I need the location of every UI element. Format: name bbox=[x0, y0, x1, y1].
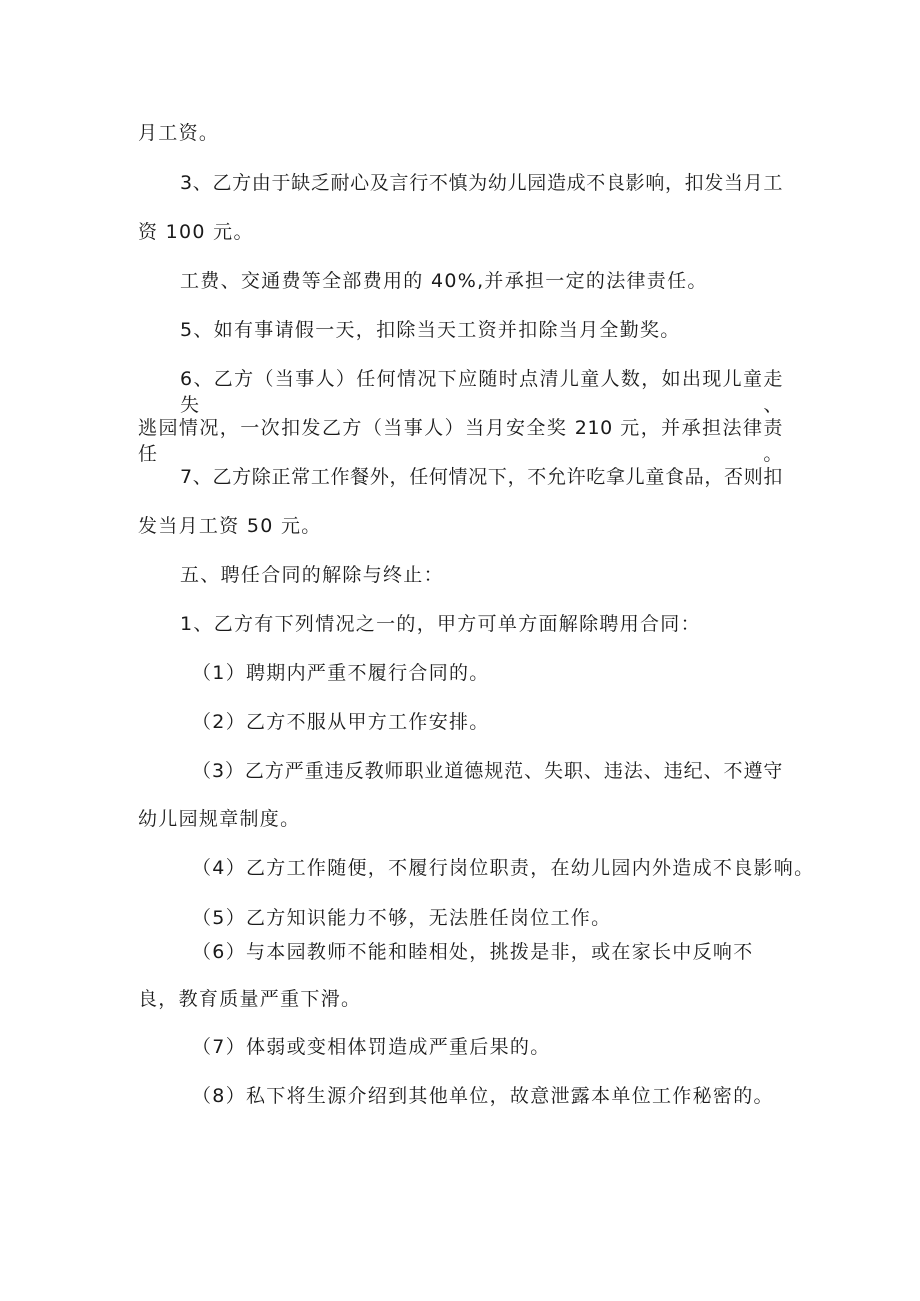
text-line: 7、乙方除正常工作餐外，任何情况下，不允许吃拿儿童食品，否则扣 bbox=[180, 466, 783, 488]
text-line: 5、如有事请假一天，扣除当天工资并扣除当月全勤奖。 bbox=[180, 319, 681, 341]
text-line: 6、乙方（当事人）任何情况下应随时点清儿童人数，如出现儿童走失、 bbox=[180, 368, 783, 416]
list-item: （3）乙方严重违反教师职业道德规范、失职、违法、违纪、不遵守 bbox=[192, 760, 783, 782]
text-line: 幼儿园规章制度。 bbox=[138, 808, 301, 830]
text-line: 月工资。 bbox=[138, 122, 220, 144]
list-item: （2）乙方不服从甲方工作安排。 bbox=[192, 711, 490, 733]
section-heading: 五、聘任合同的解除与终止： bbox=[180, 564, 444, 586]
list-item: （4）乙方工作随便，不履行岗位职责，在幼儿园内外造成不良影响。 bbox=[192, 857, 815, 879]
text-line: 良，教育质量严重下滑。 bbox=[138, 988, 362, 1010]
list-item: （7）体弱或变相体罚造成严重后果的。 bbox=[192, 1036, 551, 1058]
text-line: 资 100 元。 bbox=[138, 221, 254, 243]
text-line: 发当月工资 50 元。 bbox=[138, 515, 322, 537]
list-item: （1）聘期内严重不履行合同的。 bbox=[192, 662, 490, 684]
list-item: （5）乙方知识能力不够，无法胜任岗位工作。 bbox=[192, 907, 612, 929]
text-line: 3、乙方由于缺乏耐心及言行不慎为幼儿园造成不良影响，扣发当月工 bbox=[180, 172, 783, 194]
text-line: 1、乙方有下列情况之一的，甲方可单方面解除聘用合同： bbox=[180, 613, 701, 635]
list-item: （6）与本园教师不能和睦相处，挑拨是非，或在家长中反响不 bbox=[192, 941, 754, 963]
text-line: 工费、交通费等全部费用的 40%,并承担一定的法律责任。 bbox=[180, 270, 708, 292]
list-item: （8）私下将生源介绍到其他单位，故意泄露本单位工作秘密的。 bbox=[192, 1085, 774, 1107]
text-line: 逃园情况，一次扣发乙方（当事人）当月安全奖 210 元，并承担法律责任。 bbox=[138, 417, 783, 465]
